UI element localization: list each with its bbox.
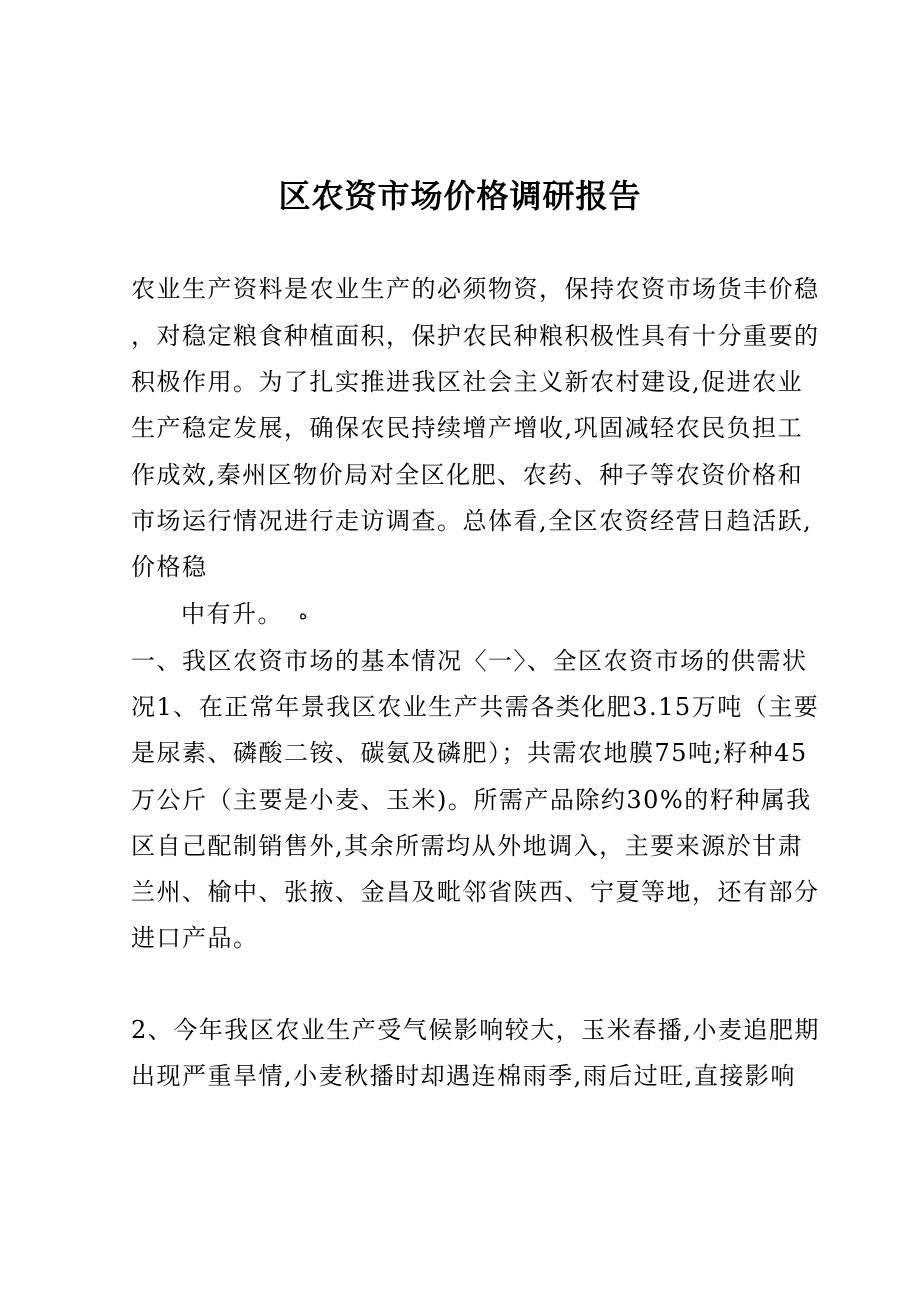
paragraph-2-line-1: 一、我区农资市场的基本情况〈一〉、全区农资市场的供需状 <box>131 647 808 675</box>
paragraph-1-line-4: 生产稳定发展，确保农民持续增产增收,巩固减轻农民负担工 <box>131 414 804 442</box>
paragraph-3-line-2: 出现严重旱情,小麦秋播时却遇连棉雨季,雨后过旺,直接影响 <box>131 1062 796 1090</box>
paragraph-3-line-1: 2、今年我区农业生产受气候影响较大，玉米春播,小麦追肥期 <box>131 1016 820 1044</box>
paragraph-2-line-4: 万公斤（主要是小麦、玉米)。所需产品除约30%的籽种属我 <box>131 786 812 814</box>
stray-glyph-mark: ﻩ <box>299 604 308 623</box>
paragraph-2-line-7: 进口产品。 <box>131 924 259 952</box>
paragraph-1-line-6: 市场运行情况进行走访调查。总体看,全区农资经营日趋活跃, <box>131 507 813 535</box>
paragraph-1-line-2: ，对稳定粮食种植面积，保护农民种粮积极性具有十分重要的 <box>131 322 820 350</box>
paragraph-1-line-1: 农业生产资料是农业生产的必须物资，保持农资市场货丰价稳 <box>131 275 820 303</box>
paragraph-1-line-5: 作成效,秦州区物价局对全区化肥、农药、种子等农资价格和 <box>131 461 804 489</box>
document-title: 区农资市场价格调研报告 <box>278 177 642 215</box>
paragraph-1-line-7: 价格稳 <box>131 553 208 581</box>
paragraph-2-line-3: 是尿素、磷酸二铵、碳氨及磷肥）；共需农地膜75吨;籽种45 <box>131 739 808 767</box>
paragraph-1-line-3: 积极作用。为了扎实推进我区社会主义新农村建设,促进农业 <box>131 368 804 396</box>
paragraph-2-line-5: 区自己配制销售外,其余所需均从外地调入，主要来源於甘肃 <box>131 832 804 860</box>
paragraph-2-line-6: 兰州、榆中、张掖、金昌及毗邻省陕西、宁夏等地，还有部分 <box>131 878 820 906</box>
paragraph-1-tail <box>181 599 307 629</box>
paragraph-1-tail-text: 中有升。 <box>181 600 283 628</box>
paragraph-2-line-2: 况1、在正常年景我区农业生产共需各类化肥3.15万吨（主要 <box>131 693 820 721</box>
